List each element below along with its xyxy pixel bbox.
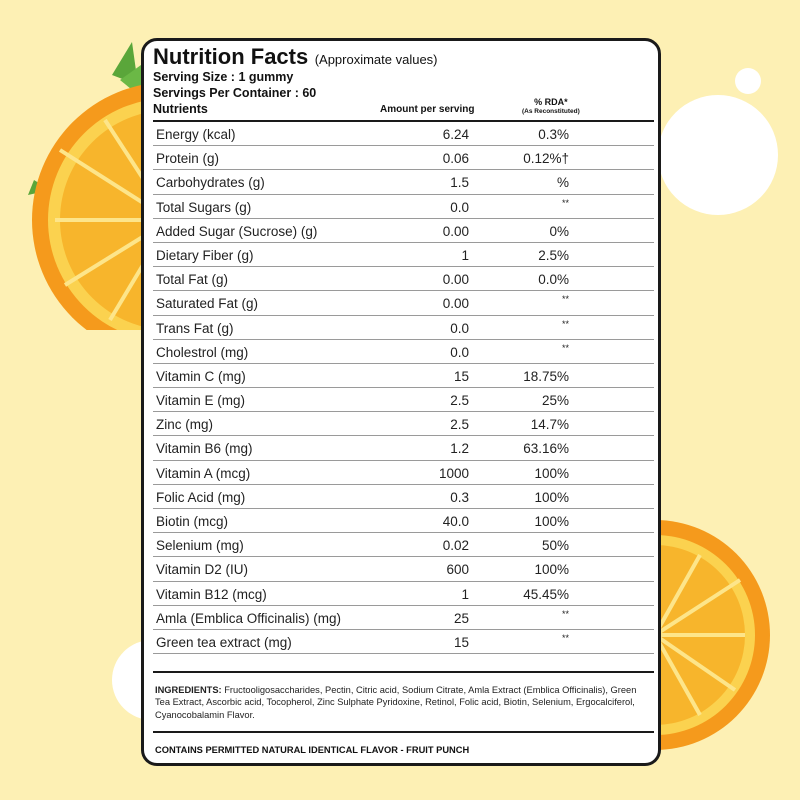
nutrient-amount: 2.5: [450, 393, 469, 409]
nutrient-amount: 6.24: [442, 127, 469, 142]
table-row: [153, 146, 654, 170]
servings-per-container: Servings Per Container : 60: [153, 86, 317, 100]
nutrient-amount: 40.0: [442, 514, 469, 529]
nutrient-amount: 600: [446, 562, 469, 578]
nutrient-rda: **: [561, 318, 569, 329]
nutrient-name: Trans Fat (g): [156, 320, 234, 336]
nutrient-amount: 1.5: [450, 175, 469, 191]
nutrient-amount: 0.0: [450, 320, 469, 336]
nutrient-name: Vitamin B6 (mg): [156, 441, 253, 457]
nutrient-name: Vitamin B12 (mcg): [156, 586, 267, 602]
table-row: [153, 243, 654, 267]
nutrient-amount: 15: [453, 634, 469, 650]
table-row: [153, 340, 654, 364]
table-row: [153, 436, 654, 460]
nutrient-rda: **: [561, 632, 569, 643]
nutrient-amount: 0.0: [450, 344, 469, 360]
nutrient-rda: **: [561, 294, 569, 305]
nutrient-name: Carbohydrates (g): [156, 175, 265, 191]
table-row: [153, 364, 654, 388]
table-row: [153, 557, 654, 581]
nutrient-name: Vitamin E (mg): [156, 393, 246, 409]
nutrient-name: Green tea extract (mg): [156, 634, 292, 650]
table-row: [153, 582, 654, 606]
nutrient-amount: 1.2: [450, 441, 469, 457]
nutrient-name: Energy (kcal): [156, 127, 236, 142]
table-row: [153, 195, 654, 219]
nutrient-amount: 0.02: [442, 538, 469, 554]
nutrient-name: Folic Acid (mg): [156, 489, 246, 505]
nutrient-amount: 0.00: [442, 296, 469, 312]
orange-slice-bottom-right-icon: [655, 520, 780, 755]
nutrient-amount: 0.00: [442, 272, 469, 288]
table-row: [153, 412, 654, 436]
nutrient-rda: 2.5%: [538, 247, 569, 263]
nutrient-amount: 1: [461, 247, 469, 263]
header-rda-note: (As Reconstituted): [522, 108, 580, 115]
table-row: [153, 267, 654, 291]
header-nutrients: Nutrients: [153, 102, 208, 116]
nutrient-rda: 0.12%†: [523, 151, 569, 167]
nutrient-rda: %: [556, 175, 569, 191]
nutrient-rda: 50%: [541, 538, 569, 554]
nutrient-amount: 1: [461, 586, 469, 602]
ingredients-divider: [153, 671, 654, 673]
header-rda-label: % RDA*: [534, 97, 568, 107]
nutrient-name: Selenium (mg): [156, 538, 244, 554]
nutrient-rda: 63.16%: [523, 441, 569, 457]
panel-title: [153, 44, 438, 70]
nutrient-rda: 0.0%: [538, 272, 569, 288]
table-row: [153, 219, 654, 243]
header-rda: [522, 98, 580, 116]
bg-circle-large: [658, 95, 778, 215]
nutrient-amount: 0.0: [450, 199, 469, 215]
nutrient-name: Vitamin C (mg): [156, 368, 246, 384]
nutrient-amount: 0.3: [450, 489, 469, 505]
nutrient-name: Saturated Fat (g): [156, 296, 259, 312]
ingredients-block: [155, 684, 645, 721]
table-row: [153, 461, 654, 485]
nutrient-name: Amla (Emblica Officinalis) (mg): [156, 610, 342, 626]
nutrient-rda: **: [561, 197, 569, 208]
nutrient-rda: 100%: [534, 489, 569, 505]
title-main: Nutrition Facts: [153, 44, 309, 69]
nutrient-name: Cholestrol (mg): [156, 344, 249, 360]
nutrient-rda: **: [561, 608, 569, 619]
nutrient-rda: 18.75%: [523, 368, 569, 384]
nutrient-name: Vitamin D2 (IU): [156, 562, 249, 578]
nutrient-amount: 0.06: [442, 151, 469, 167]
nutrient-amount: 25: [453, 610, 469, 626]
nutrient-rda: 14.7%: [530, 417, 569, 433]
ingredients-label: INGREDIENTS:: [155, 685, 222, 695]
serving-size: Serving Size : 1 gummy: [153, 70, 294, 84]
bg-circle-small: [735, 68, 761, 94]
nutrient-amount: 15: [453, 368, 469, 384]
nutrient-amount: 1000: [438, 465, 469, 481]
nutrient-rda: 100%: [534, 514, 569, 529]
nutrient-rda: **: [561, 342, 569, 353]
flavor-note: CONTAINS PERMITTED NATURAL IDENTICAL FLAVOR - FRUIT PUNCH: [155, 745, 470, 755]
nutrient-rda: 100%: [534, 465, 569, 481]
table-row: [153, 485, 654, 509]
nutrient-amount: 2.5: [450, 417, 469, 433]
nutrient-name: Total Sugars (g): [156, 199, 252, 215]
table-row: [153, 122, 654, 146]
table-row: [153, 316, 654, 340]
table-row: [153, 630, 654, 654]
title-subtitle: (Approximate values): [314, 52, 438, 67]
table-row: [153, 388, 654, 412]
nutrient-name: Total Fat (g): [156, 272, 229, 288]
nutrient-rda: 25%: [541, 393, 569, 409]
nutrient-rda: 45.45%: [523, 586, 569, 602]
header-amount: Amount per serving: [380, 104, 475, 115]
ingredients-text: Fructooligosaccharides, Pectin, Citric acid, Sodium Citrate, Amla Extract (Emblica Officinalis), Green Tea Extract, Ascorbic acid, Tocopherol, Zinc Sulphate Pyridoxine, Retinol, Folic acid, Biotin, Selenium, Ergocalciferol, Cyanocobalamin Flavor.: [155, 685, 637, 720]
nutrient-table: [153, 122, 654, 654]
nutrition-facts-panel: [141, 38, 661, 766]
nutrient-amount: 0.00: [442, 223, 469, 239]
nutrient-rda: 0.3%: [538, 127, 569, 142]
nutrient-rda: 0%: [549, 223, 569, 239]
table-row: [153, 533, 654, 557]
nutrient-name: Dietary Fiber (g): [156, 247, 254, 263]
nutrient-name: Zinc (mg): [156, 417, 213, 433]
table-row: [153, 291, 654, 315]
table-row: [153, 606, 654, 630]
nutrient-rda: 100%: [534, 562, 569, 578]
table-row: [153, 170, 654, 194]
flavor-divider: [153, 731, 654, 733]
nutrient-name: Protein (g): [156, 151, 220, 167]
nutrient-name: Biotin (mcg): [156, 514, 229, 529]
nutrient-name: Vitamin A (mcg): [156, 465, 251, 481]
nutrient-name: Added Sugar (Sucrose) (g): [156, 223, 318, 239]
orange-slice-top-left-icon: [20, 30, 150, 330]
table-row: [153, 509, 654, 533]
